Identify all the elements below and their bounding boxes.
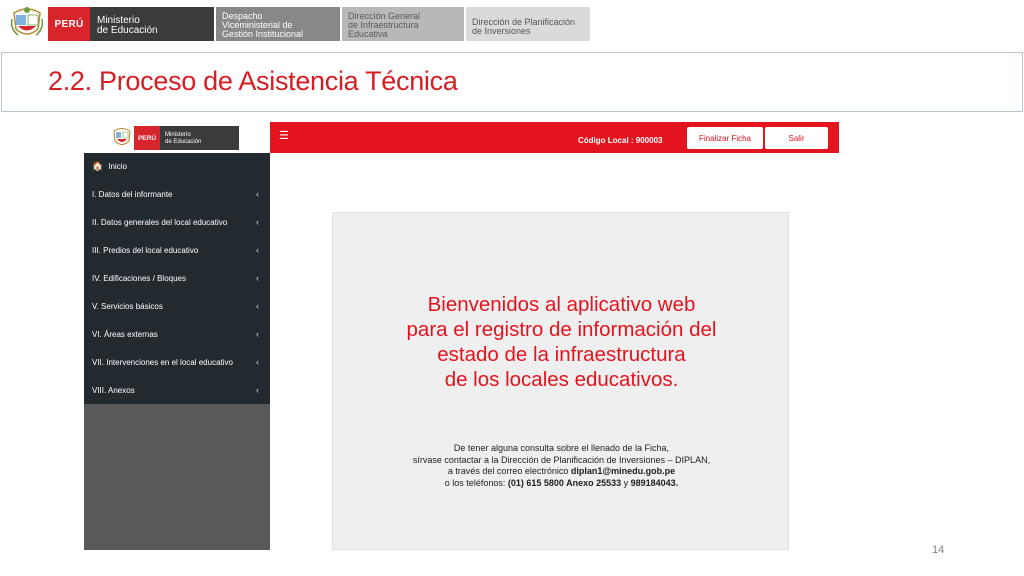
peru-logo-label: PERÚ (48, 7, 90, 41)
sidebar-item-label: V. Servicios básicos (92, 302, 163, 311)
sidebar-item-servicios-basicos[interactable] (84, 293, 270, 320)
institutional-banner (0, 0, 1024, 46)
contact-and: y (623, 477, 629, 488)
page-number: 14 (932, 544, 945, 556)
main-content (270, 153, 839, 550)
direccion-general-label: Dirección General de Infraestructura Educativa (342, 7, 464, 41)
contact-line-1: De tener alguna consulta sobre el llenado de la Ficha, (453, 443, 670, 453)
sidebar (84, 153, 270, 550)
finalizar-ficha-button[interactable]: Finalizar Ficha (687, 127, 763, 149)
direccion-planificacion-label: Dirección de Planificación de Inversiones (466, 7, 590, 41)
sidebar-menu (84, 153, 270, 404)
sidebar-item-intervenciones[interactable] (84, 349, 270, 376)
chevron-left-icon: ‹ (256, 217, 259, 227)
despacho-label: Despacho Viceministerial de Gestión Institucional (216, 7, 340, 41)
ministerio-logo-label: Ministerio de Educación (90, 7, 214, 41)
chevron-left-icon: ‹ (256, 385, 259, 395)
app-screenshot (84, 122, 839, 550)
sidebar-item-datos-generales[interactable] (84, 209, 270, 236)
contact-email[interactable]: diplan1@minedu.gob.pe (570, 466, 676, 476)
sidebar-item-edificaciones[interactable] (84, 265, 270, 292)
chevron-left-icon: ‹ (256, 245, 259, 255)
sidebar-item-areas-externas[interactable] (84, 321, 270, 348)
contact-info (333, 443, 790, 489)
chevron-left-icon: ‹ (256, 357, 259, 367)
welcome-message: Bienvenidos al aplicativo web para el registro de información del estado de la infraestructura de los locales educativos. (406, 293, 717, 391)
contact-email-prefix: a través del correo electrónico (447, 466, 569, 476)
hamburger-icon[interactable]: ☰ (279, 130, 289, 142)
sidebar-item-label: Inicio (108, 162, 127, 171)
contact-phones: (01) 615 5800 Anexo 25533 (507, 477, 622, 488)
home-icon: 🏠 (92, 161, 104, 171)
sidebar-item-anexos[interactable] (84, 377, 270, 404)
sidebar-item-predios[interactable] (84, 237, 270, 264)
slide-title: 2.2. Proceso de Asistencia Técnica (48, 66, 458, 96)
sidebar-item-label: I. Datos del informante (92, 190, 173, 199)
chevron-left-icon: ‹ (256, 301, 259, 311)
app-logo (84, 122, 270, 153)
contact-line-2: sírvase contactar a la Dirección de Planificación de Inversiones – DIPLAN, (412, 454, 711, 465)
sidebar-item-inicio[interactable] (84, 153, 270, 180)
codigo-local-label: Código Local : 900003 (578, 136, 663, 145)
sidebar-item-label: VI. Áreas externas (92, 330, 158, 339)
app-coat-of-arms-icon (112, 126, 132, 149)
chevron-left-icon: ‹ (256, 329, 259, 339)
contact-line-4 (333, 478, 790, 490)
salir-button[interactable]: Salir (765, 127, 828, 149)
sidebar-item-label: II. Datos generales del local educativo (92, 218, 228, 227)
sidebar-item-label: IV. Edificaciones / Bloques (92, 274, 186, 283)
welcome-panel (332, 212, 789, 550)
app-top-bar (270, 122, 839, 153)
sidebar-item-label: VIII. Anexos (92, 386, 135, 395)
sidebar-item-label: III. Predios del local educativo (92, 246, 199, 255)
app-ministerio-label: Ministerio de Educación (160, 126, 239, 150)
sidebar-item-label: VII. Intervenciones en el local educativo (92, 358, 233, 367)
sidebar-item-datos-informante[interactable] (84, 181, 270, 208)
peru-coat-of-arms-icon (10, 5, 44, 41)
chevron-left-icon: ‹ (256, 189, 259, 199)
app-peru-label: PERÚ (134, 126, 160, 150)
contact-mobile: 989184043. (630, 477, 679, 488)
contact-phone-prefix: o los teléfonos: (444, 477, 506, 488)
chevron-left-icon: ‹ (256, 273, 259, 283)
title-bar (1, 52, 1023, 112)
contact-line-3 (333, 466, 790, 478)
